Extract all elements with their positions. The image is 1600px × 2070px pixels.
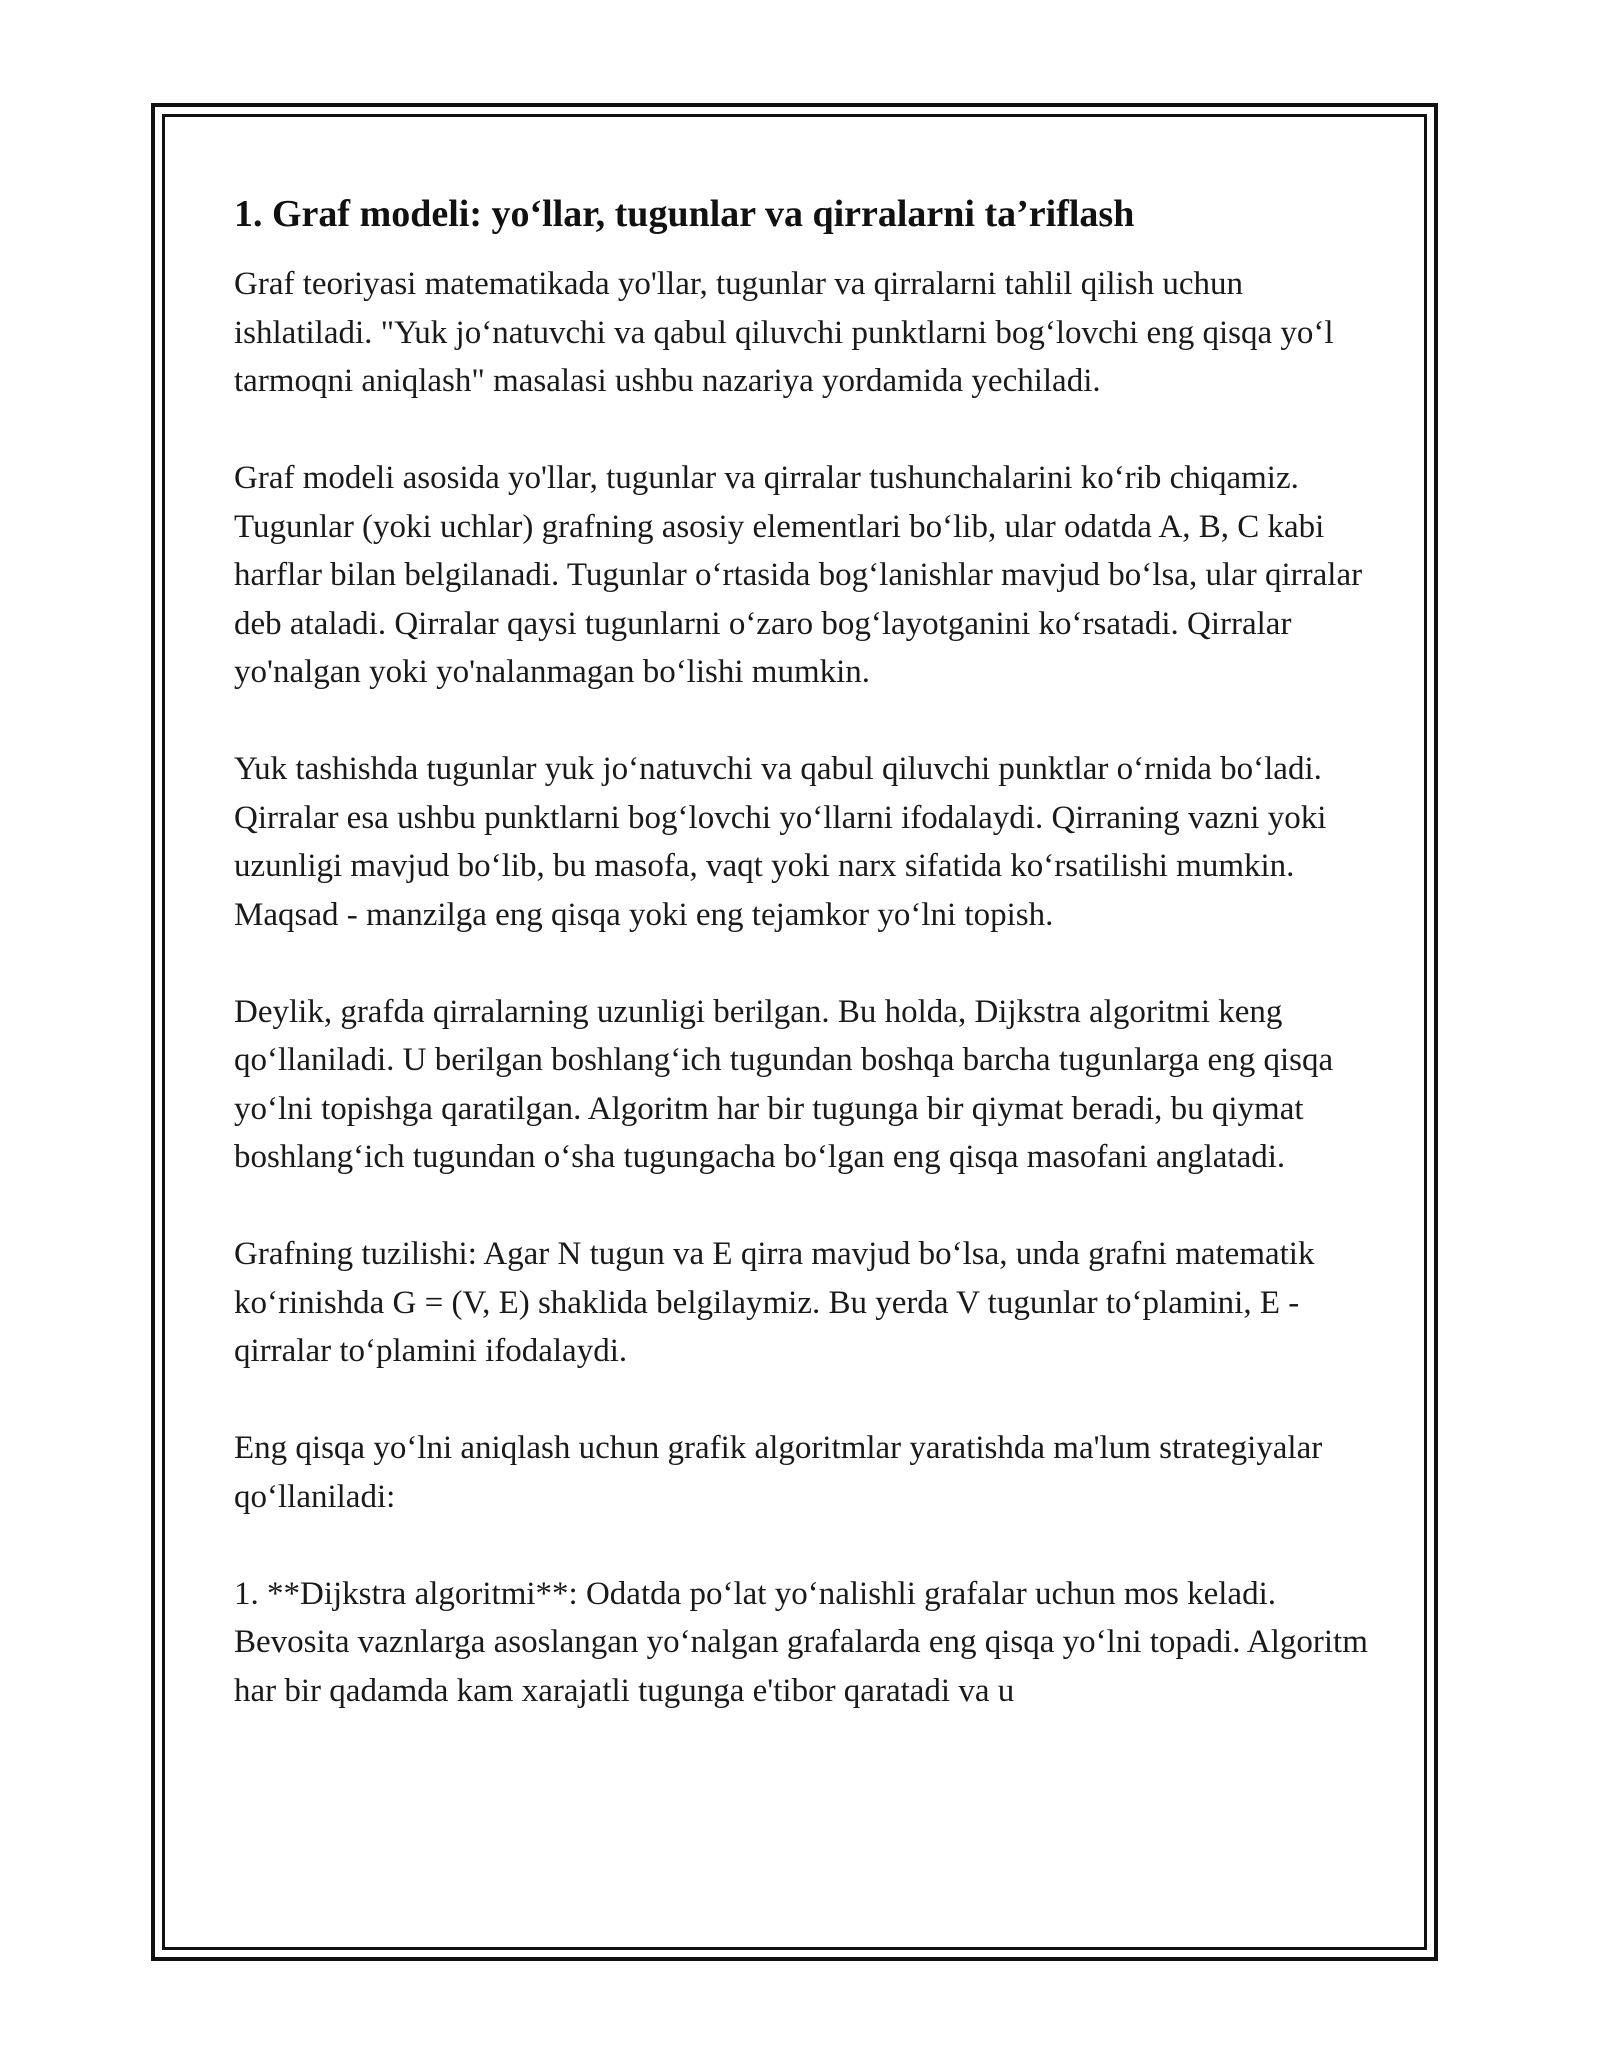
- section-heading: 1. Graf modeli: yo‘llar, tugunlar va qirralarni ta’riflash: [234, 193, 1135, 235]
- paragraph-graph-structure: Grafning tuzilishi: Agar N tugun va E qirra mavjud bo‘lsa, unda grafni matematik ko‘rinishda G = (V, E) shaklida belgilaymiz. Bu yerda V tugunlar to‘plamini, E - qirralar to‘plamini ifodalaydi.: [234, 1236, 1315, 1369]
- paragraph-dijkstra-intro: Deylik, grafda qirralarning uzunligi berilgan. Bu holda, Dijkstra algoritmi keng qo‘llaniladi. U berilgan boshlang‘ich tugundan boshqa barcha tugunlarga eng qisqa yo‘lni topishga qaratilgan. Algoritm har bir tugunga bir qiymat beradi, bu qiymat boshlang‘ich tugundan o‘sha tugungacha bo‘lgan eng qisqa masofani anglatadi.: [234, 993, 1334, 1175]
- paragraph-freight-transport: Yuk tashishda tugunlar yuk jo‘natuvchi va qabul qiluvchi punktlar o‘rnida bo‘ladi. Qirralar esa ushbu punktlarni bog‘lovchi yo‘llarni ifodalaydi. Qirraning vazni yoki uzunligi mavjud bo‘lib, bu masofa, vaqt yoki narx sifatida ko‘rsatilishi mumkin. Maqsad - manzilga eng qisqa yoki eng tejamkor yo‘lni topish.: [234, 751, 1327, 933]
- paragraph-graph-theory-intro: Graf teoriyasi matematikada yo'llar, tugunlar va qirralarni tahlil qilish uchun ishlatiladi. "Yuk jo‘natuvchi va qabul qiluvchi punktlarni bog‘lovchi eng qisqa yo‘l tarmoqni aniqlash" masalasi ushbu nazariya yordamida yechiladi.: [234, 266, 1334, 399]
- document-body: [234, 190, 1374, 1715]
- paragraph-graph-model: Graf modeli asosida yo'llar, tugunlar va qirralar tushunchalarini ko‘rib chiqamiz. Tugunlar (yoki uchlar) grafning asosiy elementlari bo‘lib, ular odatda A, B, C kabi harflar bilan belgilanadi. Tugunlar o‘rtasida bog‘lanishlar mavjud bo‘lsa, ular qirralar deb ataladi. Qirralar qaysi tugunlarni o‘zaro bog‘layotganini ko‘rsatadi. Qirralar yo'nalgan yoki yo'nalanmagan bo‘lishi mumkin.: [234, 460, 1363, 690]
- paragraph-dijkstra-item: 1. **Dijkstra algoritmi**: Odatda po‘lat yo‘nalishli grafalar uchun mos keladi. Bevosita vaznlarga asoslangan yo‘nalgan grafalarda eng qisqa yo‘lni topadi. Algoritm har bir qadamda kam xarajatli tugunga e'tibor qaratadi va u: [234, 1575, 1368, 1709]
- paragraph-strategies-intro: Eng qisqa yo‘lni aniqlash uchun grafik algoritmlar yaratishda ma'lum strategiyalar qo‘llaniladi:: [234, 1430, 1323, 1515]
